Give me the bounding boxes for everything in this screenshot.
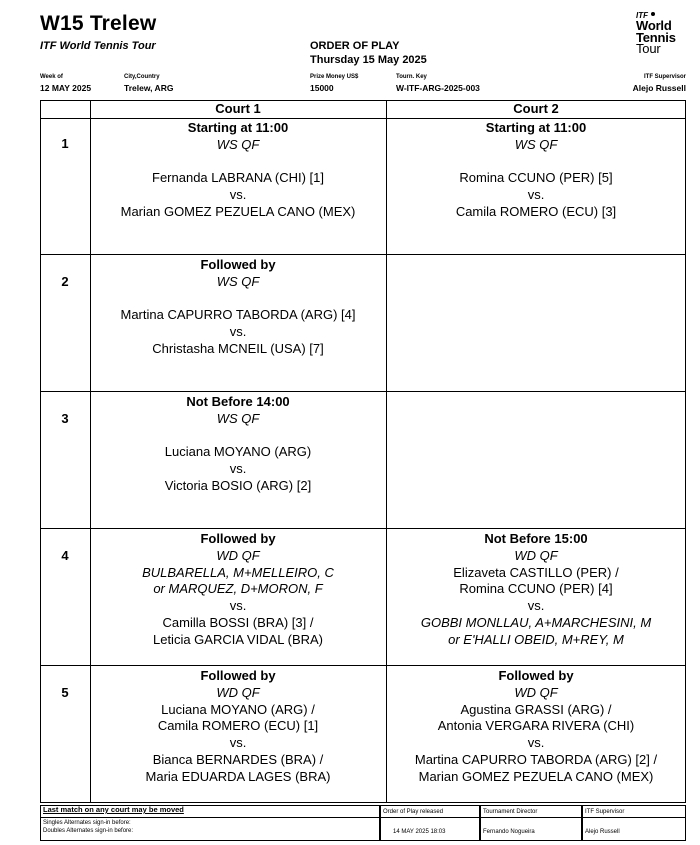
player-line: Elizaveta CASTILLO (PER) / <box>453 564 619 580</box>
versus-label: vs. <box>527 187 545 203</box>
versus-label: vs. <box>229 598 247 614</box>
spacer <box>90 154 386 171</box>
week-label: Week of <box>40 74 63 80</box>
versus-label: vs. <box>229 324 247 340</box>
match-time: Starting at 11:00 <box>187 120 289 135</box>
tour-subtitle: ITF World Tennis Tour <box>40 40 156 52</box>
player-line: Bianca BERNARDES (BRA) / <box>152 751 324 767</box>
footer-supervisor-label: ITF Supervisor <box>585 809 625 815</box>
versus-label: vs. <box>229 461 247 477</box>
player-line: Marian GOMEZ PEZUELA CANO (MEX) <box>418 768 654 784</box>
match-time: Not Before 14:00 <box>186 394 290 409</box>
match-cell-r3-c1 <box>90 394 386 495</box>
match-cell-r5-c1 <box>90 668 386 786</box>
last-match-note: Last match on any court may be moved <box>43 805 184 814</box>
team-line: or MARQUEZ, D+MORON, F <box>153 581 323 597</box>
match-event: WS QF <box>514 136 558 152</box>
week-value: 12 MAY 2025 <box>40 83 92 93</box>
team-line: BULBARELLA, M+MELLEIRO, C <box>142 564 334 580</box>
city-label: City,Country <box>124 74 160 80</box>
footer-supervisor-value: Alejo Russell <box>585 829 620 835</box>
city-value: Trelew, ARG <box>124 83 174 93</box>
footer-notes-divider <box>40 817 380 818</box>
match-event: WD QF <box>514 547 558 563</box>
itf-world-tennis-tour-logo <box>636 11 686 57</box>
player-line: Martina CAPURRO TABORDA (ARG) [2] / <box>414 751 658 767</box>
court-2-header: Court 2 <box>513 101 559 116</box>
player-line: Christasha MCNEIL (USA) [7] <box>152 340 324 356</box>
match-event: WD QF <box>514 684 558 700</box>
match-event: WS QF <box>216 136 260 152</box>
player-line: Martina CAPURRO TABORDA (ARG) [4] <box>120 307 356 323</box>
row-number-1: 1 <box>61 136 69 151</box>
tournament-title: W15 Trelew <box>40 12 157 35</box>
tournament-key-label: Tourn. Key <box>396 74 427 80</box>
header-supervisor-value: Alejo Russell <box>632 83 686 93</box>
match-time: Followed by <box>498 668 574 683</box>
spacer <box>90 428 386 445</box>
court-1-header: Court 1 <box>215 101 261 116</box>
match-time: Followed by <box>200 531 276 546</box>
player-line: Luciana MOYANO (ARG) / <box>161 701 315 717</box>
order-of-play-date: Thursday 15 May 2025 <box>310 54 427 66</box>
player-line: Agustina GRASSI (ARG) / <box>460 701 612 717</box>
row-number-3: 3 <box>61 411 69 426</box>
spacer <box>386 154 686 171</box>
match-time: Followed by <box>200 668 276 683</box>
team-line: GOBBI MONLLAU, A+MARCHESINI, M <box>420 614 652 630</box>
row-divider-3 <box>40 528 686 529</box>
player-line: Marian GOMEZ PEZUELA CANO (MEX) <box>120 203 356 219</box>
match-cell-r5-c2 <box>386 668 686 786</box>
match-event: WD QF <box>216 547 260 563</box>
player-line: Antonia VERGARA RIVERA (CHI) <box>437 718 635 734</box>
director-label: Tournament Director <box>483 809 538 815</box>
logo-line-1: World <box>636 18 672 33</box>
match-time: Followed by <box>200 257 276 272</box>
doubles-alternates-note: Doubles Alternates sign-in before: <box>43 828 134 834</box>
match-cell-r1-c2 <box>386 120 686 221</box>
row-divider-2 <box>40 391 686 392</box>
player-line: Romina CCUNO (PER) [4] <box>459 581 613 597</box>
match-cell-r1-c1 <box>90 120 386 221</box>
prize-label: Prize Money US$ <box>310 74 359 80</box>
versus-label: vs. <box>229 187 247 203</box>
player-line: Leticia GARCIA VIDAL (BRA) <box>152 631 323 647</box>
header-supervisor-label: ITF Supervisor <box>643 74 686 80</box>
match-cell-r4-c1 <box>90 531 386 649</box>
match-cell-r4-c2 <box>386 531 686 649</box>
team-line: or E'HALLI OBEID, M+REY, M <box>448 631 624 647</box>
player-line: Maria EDUARDA LAGES (BRA) <box>145 768 331 784</box>
match-cell-r2-c1 <box>90 257 386 358</box>
tournament-key-value: W-ITF-ARG-2025-003 <box>396 83 480 93</box>
player-line: Romina CCUNO (PER) [5] <box>459 170 613 186</box>
row-number-4: 4 <box>61 548 69 563</box>
order-of-play-title: ORDER OF PLAY <box>310 40 400 52</box>
released-value: 14 MAY 2025 18:03 <box>393 829 446 835</box>
released-label: Order of Play released <box>383 809 444 815</box>
match-event: WS QF <box>216 273 260 289</box>
player-line: Camila ROMERO (ECU) [3] <box>455 203 617 219</box>
logo-line-3: Tour <box>636 41 661 56</box>
player-line: Camilla BOSSI (BRA) [3] / <box>162 614 314 630</box>
court-header-divider <box>40 118 686 119</box>
spacer <box>90 291 386 308</box>
logo-line-2: Tennis <box>636 29 676 45</box>
match-time: Starting at 11:00 <box>485 120 587 135</box>
player-line: Fernanda LABRANA (CHI) [1] <box>152 170 324 186</box>
row-number-5: 5 <box>61 685 69 700</box>
player-line: Victoria BOSIO (ARG) [2] <box>164 477 312 493</box>
logo-itf-text: ITF <box>636 11 686 20</box>
row-divider-4 <box>40 665 686 666</box>
row-divider-1 <box>40 254 686 255</box>
director-value: Fernando Nogueira <box>483 829 535 835</box>
footer-signoff-divider <box>380 817 686 818</box>
versus-label: vs. <box>229 735 247 751</box>
row-number-2: 2 <box>61 274 69 289</box>
versus-label: vs. <box>527 735 545 751</box>
singles-alternates-note: Singles Alternates sign-in before: <box>43 820 131 826</box>
match-time: Not Before 15:00 <box>484 531 588 546</box>
player-line: Camila ROMERO (ECU) [1] <box>157 718 319 734</box>
match-event: WS QF <box>216 410 260 426</box>
player-line: Luciana MOYANO (ARG) <box>164 444 312 460</box>
versus-label: vs. <box>527 598 545 614</box>
match-event: WD QF <box>216 684 260 700</box>
prize-value: 15000 <box>310 83 334 93</box>
